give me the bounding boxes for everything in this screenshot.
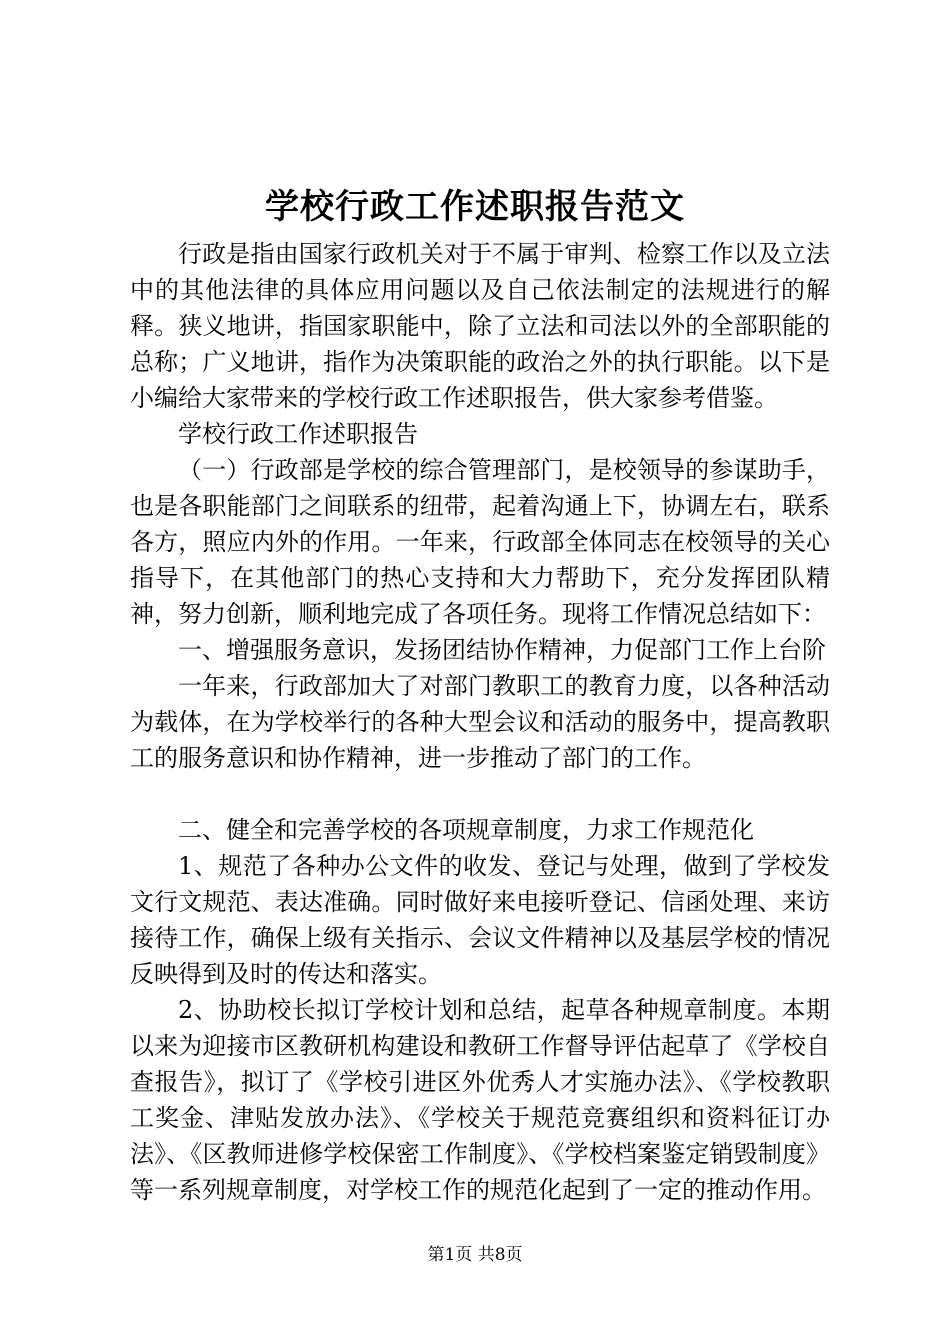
paragraph-intro: 行政是指由国家行政机关对于不属于审判、检察工作以及立法中的其他法律的具体应用问题以及自己依法制定的法规进行的解释。狭义地讲，指国家职能中，除了立法和司法以外的全部职能的总称；广义地讲，指作为决策职能的政治之外的执行职能。以下是小编给大家带来的学校行政工作述职报告，供大家参考借鉴。: [130, 240, 830, 412]
paragraph-section-one: （一）行政部是学校的综合管理部门，是校领导的参谋助手，也是各职能部门之间联系的纽带，起着沟通上下，协调左右，联系各方，照应内外的作用。一年来，行政部全体同志在校领导的关心指导下，在其他部门的热心支持和大力帮助下，充分发挥团队精神，努力创新，顺利地完成了各项任务。现将工作情况总结如下：: [130, 456, 830, 628]
paragraph-item-one: 1、规范了各种办公文件的收发、登记与处理，做到了学校发文行文规范、表达准确。同时做好来电接听登记、信函处理、来访接待工作，确保上级有关指示、会议文件精神以及基层学校的情况反映得到及时的传达和落实。: [130, 852, 830, 988]
paragraph-heading-one: 一、增强服务意识，发扬团结协作精神，力促部门工作上台阶: [178, 636, 826, 664]
document-title: 学校行政工作述职报告范文: [265, 187, 685, 227]
paragraph-service: 一年来，行政部加大了对部门教职工的教育力度，以各种活动为载体，在为学校举行的各种大型会议和活动的服务中，提高教职工的服务意识和协作精神，进一步推动了部门的工作。: [130, 672, 830, 772]
paragraph-heading-two: 二、健全和完善学校的各项规章制度，力求工作规范化: [178, 816, 754, 844]
paragraph-subtitle: 学校行政工作述职报告: [178, 420, 418, 448]
paragraph-item-two: 2、协助校长拟订学校计划和总结，起草各种规章制度。本期以来为迎接市区教研机构建设和教研工作督导评估起草了《学校自查报告》，拟订了《学校引进区外优秀人才实施办法》、《学校教职工奖金、津贴发放办法》、《学校关于规范竞赛组织和资料征订办法》、《区教师进修学校保密工作制度》、《学校档案鉴定销毁制度》等一系列规章制度，对学校工作的规范化起到了一定的推动作用。: [130, 996, 830, 1204]
page-footer: 第1页 共8页: [427, 1245, 523, 1265]
document-body: [130, 236, 830, 1208]
